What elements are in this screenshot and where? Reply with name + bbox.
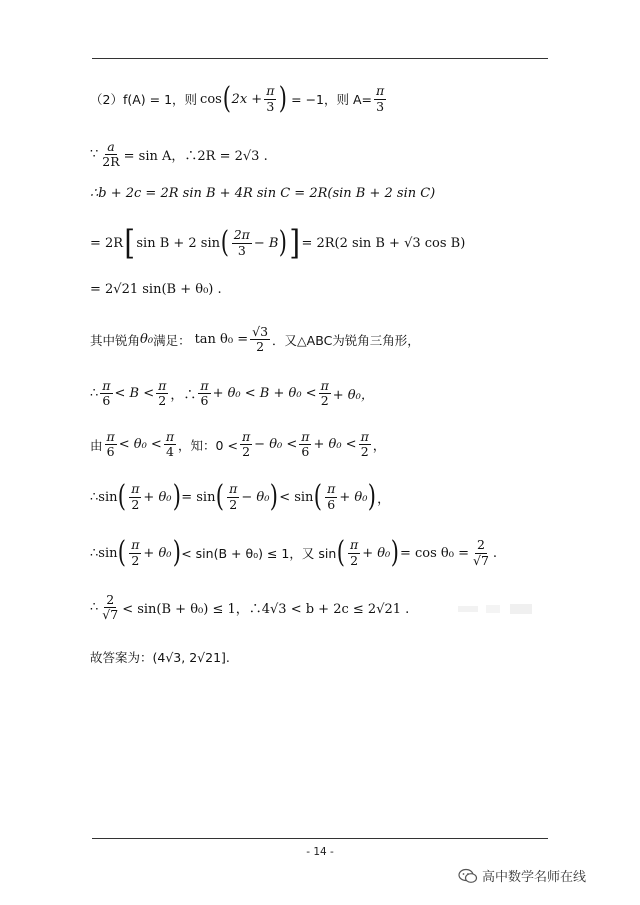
l8-e: + θ₀ < — [313, 437, 357, 453]
l7-frac1-den: 6 — [102, 393, 111, 409]
line-1 — [90, 81, 388, 116]
line-3 — [90, 186, 435, 201]
l1-cos: cos — [200, 91, 222, 107]
l1-lparen: ( — [222, 81, 231, 116]
l7-frac4-num: π — [320, 378, 329, 393]
l6-b: θ₀ — [140, 332, 154, 348]
l11-b: < sin(B + θ₀) ≤ 1，∴4√3 < b + 2c ≤ 2√21 . — [122, 602, 410, 618]
l4-lparen: ( — [220, 225, 229, 260]
l7-frac3-num: π — [200, 378, 209, 393]
l9-frac1-den: 2 — [131, 496, 140, 512]
l7-frac4-den: 2 — [320, 393, 329, 409]
l4-c: − B — [253, 235, 279, 251]
watermark — [458, 866, 586, 885]
l11-frac — [100, 593, 120, 623]
line-12 — [90, 648, 230, 666]
line-6 — [90, 325, 420, 355]
l8-frac5-den: 2 — [360, 444, 369, 460]
l1-prefix: （2）f(A) = 1，则 — [90, 92, 198, 107]
l8-frac1 — [105, 430, 117, 460]
l8-frac4 — [299, 430, 311, 460]
l10-e: = cos θ₀ = — [399, 545, 469, 561]
l9-g: ， — [377, 491, 391, 507]
l6-e: ．又△ABC为锐角三角形， — [272, 332, 420, 348]
l3-text: ∴b + 2c = 2R sin B + 4R sin C = 2R(sin B + 2 sin C) — [90, 186, 436, 201]
l1-frac2 — [374, 84, 386, 114]
l7-frac2-num: π — [158, 378, 167, 393]
l1-frac-den: 3 — [266, 98, 275, 114]
l8-d: − θ₀ < — [254, 437, 298, 453]
l4-a: = 2R — [90, 235, 124, 251]
l11-frac-num: 2 — [106, 592, 115, 607]
l7-b: < B < — [114, 386, 155, 402]
answer-line: 故答案为：(4√3, 2√21]. — [90, 650, 230, 665]
l9-frac2-den: 2 — [229, 496, 238, 512]
l2-frac — [100, 140, 121, 170]
l1-eq: = −1，则 A= — [291, 92, 372, 107]
l9-lp2: ( — [216, 479, 225, 514]
l9-f: + θ₀ — [339, 489, 368, 505]
l9-frac2 — [227, 482, 239, 512]
l7-frac2-den: 2 — [158, 393, 167, 409]
l10-lp2: ( — [337, 535, 346, 570]
l7-d: + θ₀ < B + θ₀ < — [212, 386, 317, 402]
footer-rule — [92, 838, 548, 839]
l8-frac5 — [359, 430, 371, 460]
line-4 — [90, 223, 466, 263]
wechat-icon — [458, 868, 478, 884]
l1-rparen: ) — [279, 81, 288, 116]
l4-d: = 2R(2 sin B + √3 cos B) — [301, 235, 466, 251]
l9-b: + θ₀ — [143, 489, 172, 505]
l9-frac3 — [325, 482, 337, 512]
l6-a: 其中锐角 — [90, 332, 141, 348]
l1-frac — [264, 84, 276, 114]
l7-a: ∴ — [90, 386, 99, 402]
l4-rparen: ) — [279, 225, 288, 260]
l8-frac2-den: 4 — [165, 444, 174, 460]
l10-frac1-den: 2 — [131, 552, 140, 568]
l8-frac1-num: π — [106, 429, 115, 444]
l6-c: 满足： — [153, 332, 191, 348]
l4-b: sin B + 2 sin — [136, 235, 221, 251]
l10-b: + θ₀ — [143, 545, 172, 561]
l9-rp2: ) — [270, 479, 279, 514]
l11-frac-den: √7 — [102, 607, 119, 623]
l7-frac3-den: 6 — [200, 393, 209, 409]
l9-frac1-num: π — [131, 481, 140, 497]
l4-frac-den: 3 — [237, 242, 246, 258]
page-number: - 14 - — [306, 846, 334, 858]
l1-frac2-den: 3 — [376, 98, 385, 114]
l6-frac — [250, 325, 270, 355]
l8-frac3 — [240, 430, 252, 460]
l10-lp1: ( — [118, 535, 127, 570]
l8-frac3-den: 2 — [242, 444, 251, 460]
l10-frac3-den: √7 — [472, 552, 489, 568]
l10-rp2: ) — [391, 535, 400, 570]
l9-rp3: ) — [368, 479, 377, 514]
l8-frac1-den: 6 — [106, 444, 115, 460]
l7-frac2 — [156, 379, 168, 409]
l2-rest: = sin A，∴2R = 2√3 . — [123, 149, 268, 165]
l10-f: . — [492, 545, 498, 561]
l10-rp1: ) — [172, 535, 181, 570]
l4-frac — [232, 228, 252, 258]
l8-frac4-den: 6 — [301, 444, 310, 460]
l8-frac5-num: π — [360, 429, 369, 444]
l4-rbracket: ] — [289, 223, 301, 263]
l9-frac3-num: π — [327, 481, 336, 497]
line-5 — [90, 282, 222, 297]
line-2 — [90, 140, 268, 170]
l8-b: < θ₀ < — [118, 437, 162, 453]
l2-frac-den: 2R — [102, 154, 120, 170]
line-7 — [90, 379, 374, 409]
l1-inner: 2x + — [231, 91, 263, 107]
l10-frac2 — [348, 538, 360, 568]
l9-a: ∴sin — [90, 489, 118, 505]
l10-frac3 — [471, 538, 491, 568]
l7-frac1-num: π — [102, 378, 111, 393]
line-11 — [90, 593, 409, 623]
l10-frac2-den: 2 — [350, 552, 359, 568]
l8-a: 由 — [90, 437, 103, 453]
l10-frac3-num: 2 — [476, 537, 485, 553]
l8-frac3-num: π — [241, 429, 251, 444]
l4-lbracket: [ — [124, 223, 136, 263]
l9-c: = sin — [181, 489, 216, 505]
l7-e: + θ₀， — [332, 388, 374, 404]
l1-frac2-num: π — [376, 83, 385, 99]
l9-rp1: ) — [172, 479, 181, 514]
l7-frac1 — [100, 379, 112, 409]
l5-text: = 2√21 sin(B + θ₀) . — [90, 282, 222, 297]
l9-lp3: ( — [314, 479, 323, 514]
faint-scan-mark — [456, 602, 536, 616]
l8-frac2-num: π — [165, 429, 175, 444]
l10-frac1-num: π — [131, 537, 140, 553]
l8-f: ， — [372, 439, 386, 455]
l9-frac2-num: π — [229, 481, 238, 497]
l9-frac3-den: 6 — [327, 496, 336, 512]
watermark-text: 高中数学名师在线 — [482, 870, 587, 885]
l9-d: − θ₀ — [241, 489, 270, 505]
l10-a: ∴sin — [90, 545, 118, 561]
l10-frac1 — [129, 538, 141, 568]
line-10 — [90, 535, 498, 570]
header-rule — [92, 58, 548, 59]
l7-frac3 — [198, 379, 210, 409]
l10-c: < sin(B + θ₀) ≤ 1，又 sin — [181, 546, 337, 561]
l4-frac-num: 2π — [233, 227, 250, 243]
l8-frac2 — [164, 430, 176, 460]
l7-frac4 — [319, 379, 331, 409]
l9-frac1 — [129, 482, 141, 512]
l10-d: + θ₀ — [362, 545, 391, 561]
l6-frac-num: √3 — [252, 324, 269, 339]
l6-d: tan θ₀ = — [194, 332, 249, 348]
l2-frac-num: a — [107, 139, 115, 154]
l9-e: < sin — [279, 489, 314, 505]
l10-frac2-num: π — [349, 537, 359, 553]
line-8 — [90, 430, 386, 460]
l11-a: ∴ — [90, 600, 99, 616]
l8-frac4-num: π — [301, 429, 310, 444]
l8-c: ，知：0 < — [178, 437, 238, 453]
l9-lp1: ( — [118, 479, 127, 514]
line-9 — [90, 479, 391, 514]
l7-c: ，∴ — [170, 388, 197, 404]
l6-frac-den: 2 — [256, 339, 265, 355]
l2-therefore: ∵ — [90, 147, 99, 163]
l1-frac-num: π — [266, 83, 275, 99]
